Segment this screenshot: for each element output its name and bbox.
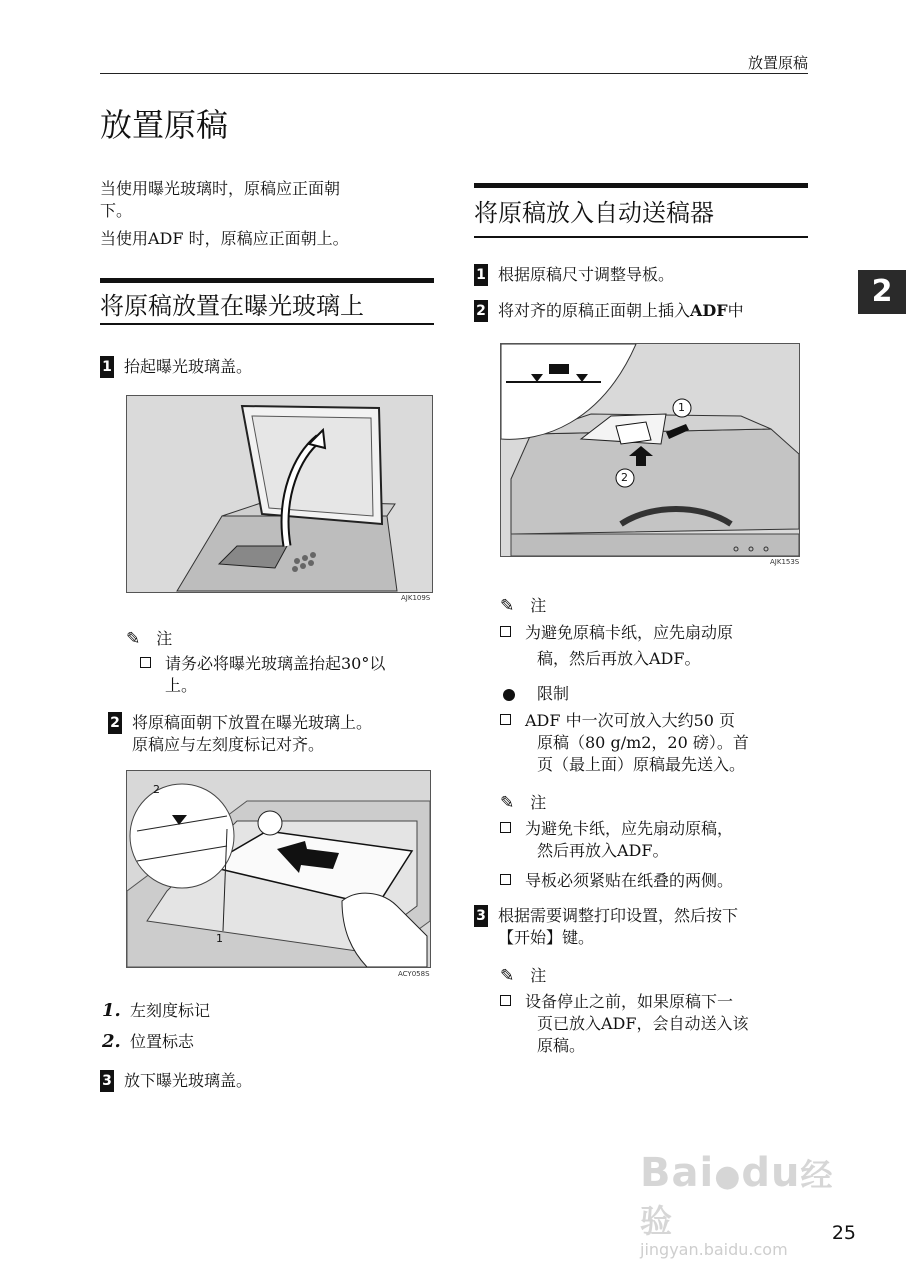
checkbox-bullet-icon [500, 714, 511, 725]
section-rule-top [474, 183, 808, 188]
watermark-url: jingyan.baidu.com [640, 1240, 788, 1259]
step-text: 【开始】键。 [498, 928, 595, 947]
step-2-glass [108, 712, 438, 756]
note-label: 注 [530, 596, 547, 615]
intro-line: 当使用曝光玻璃时，原稿应正面朝 [100, 179, 341, 198]
legend-text: 左刻度标记 [130, 1001, 211, 1020]
step-text: 根据原稿尺寸调整导板。 [498, 265, 675, 284]
callout-label: 2 [153, 783, 160, 796]
note-text: 为避免卡纸，应先扇动原稿， [525, 819, 734, 838]
chapter-tab: 2 [858, 270, 906, 314]
note-item [500, 991, 810, 1057]
note-label: 注 [156, 629, 173, 648]
note-heading [500, 595, 546, 617]
checkbox-bullet-icon [500, 822, 511, 833]
glass-placement-illustration [127, 771, 430, 967]
step-3-glass [100, 1070, 252, 1092]
note-text: 页已放入ADF，会自动送入该 [537, 1014, 749, 1033]
legend-item [102, 1031, 194, 1053]
pencil-icon: ✎ [500, 793, 515, 813]
figure-lift-lid [126, 395, 433, 593]
pencil-icon: ✎ [500, 596, 515, 616]
step-number: 1 [474, 264, 488, 286]
checkbox-bullet-icon [500, 874, 511, 885]
step-number: 1 [100, 356, 114, 378]
figure-code: AJK109S [401, 594, 431, 602]
limit-text: ADF 中一次可放入大约50 页 [525, 711, 736, 730]
step-text: 原稿应与左刻度标记对齐。 [132, 735, 325, 754]
note-text: 上。 [165, 676, 198, 695]
pencil-icon: ✎ [126, 629, 141, 649]
watermark-brand: du [741, 1150, 801, 1196]
checkbox-bullet-icon [500, 626, 511, 637]
note-text: 为避免原稿卡纸，应先扇动原 [525, 623, 734, 642]
legend-number: 2. [102, 1031, 121, 1052]
figure-code: AJK153S [770, 558, 800, 566]
baidu-watermark [640, 1150, 840, 1259]
note-label: 注 [530, 966, 547, 985]
adf-illustration [501, 344, 799, 556]
legend-number: 1. [102, 1000, 121, 1021]
legend-text: 位置标志 [130, 1032, 195, 1051]
note-text: 原稿。 [537, 1036, 586, 1055]
watermark-cn: 经验 [640, 1156, 834, 1240]
step-number: 2 [474, 300, 488, 322]
limit-text: 页（最上面）原稿最先送入。 [537, 755, 746, 774]
note-item [500, 622, 810, 670]
note-item [140, 653, 434, 697]
note-text: 稿，然后再放入ADF。 [537, 649, 701, 668]
note-heading [500, 792, 546, 814]
section-rule-top [100, 278, 434, 283]
step-number: 3 [474, 905, 488, 927]
page-number: 25 [831, 1222, 856, 1244]
legend-item [102, 1000, 210, 1022]
callout-label: 1 [216, 932, 223, 945]
figure-adf-insert [500, 343, 800, 557]
step-1-glass [100, 356, 252, 378]
step-text: 将对齐的原稿正面朝上插入 [498, 301, 691, 320]
intro-line: 当使用ADF 时，原稿应正面朝上。 [100, 229, 349, 248]
section-title-adf: 将原稿放入自动送稿器 [474, 199, 714, 227]
step-number: 3 [100, 1070, 114, 1092]
page-title: 放置原稿 [100, 106, 229, 144]
intro-text [100, 178, 430, 250]
limit-label: 限制 [537, 684, 570, 703]
note-text: 设备停止之前，如果原稿下一 [525, 992, 734, 1011]
note-text: 请务必将曝光玻璃盖抬起30°以 [165, 654, 386, 673]
figure-place-original [126, 770, 431, 968]
note-heading [500, 965, 546, 987]
callout-label: 2 [621, 471, 628, 484]
section-rule-bottom [474, 236, 808, 238]
note-text: 然后再放入ADF。 [537, 841, 669, 860]
limit-text: 原稿（80 g/m2，20 磅）。首 [537, 733, 749, 752]
step-3-adf [474, 905, 808, 949]
header-rule [100, 73, 808, 74]
step-text: 根据需要调整打印设置，然后按下 [498, 906, 739, 925]
step-number: 2 [108, 712, 122, 734]
checkbox-bullet-icon [140, 657, 151, 668]
section-title-glass: 将原稿放置在曝光玻璃上 [100, 292, 364, 320]
limit-heading [500, 683, 569, 705]
step-1-adf [474, 264, 674, 286]
note-heading [126, 628, 172, 650]
pencil-icon: ✎ [500, 966, 515, 986]
note-label: 注 [530, 793, 547, 812]
step-text: 放下曝光玻璃盖。 [124, 1071, 253, 1090]
figure-code: ACY058S [398, 970, 430, 978]
note-item [500, 870, 810, 892]
step-text: 抬起曝光玻璃盖。 [124, 357, 253, 376]
limit-item [500, 710, 810, 776]
paw-icon: ● [714, 1159, 742, 1194]
step-2-adf [474, 300, 744, 322]
limit-pin-icon [503, 689, 515, 701]
running-header: 放置原稿 [747, 54, 808, 72]
copier-lid-illustration [127, 396, 432, 592]
intro-line: 下。 [100, 201, 133, 220]
note-text: 导板必须紧贴在纸叠的两侧。 [525, 871, 734, 890]
note-item [500, 818, 810, 862]
watermark-brand: Bai [640, 1150, 715, 1196]
step-text: 中 [727, 301, 744, 320]
step-text: 将原稿面朝下放置在曝光玻璃上。 [132, 713, 373, 732]
step-text-bold: ADF [690, 301, 728, 320]
checkbox-bullet-icon [500, 995, 511, 1006]
callout-label: 1 [678, 401, 685, 414]
section-rule-bottom [100, 323, 434, 325]
